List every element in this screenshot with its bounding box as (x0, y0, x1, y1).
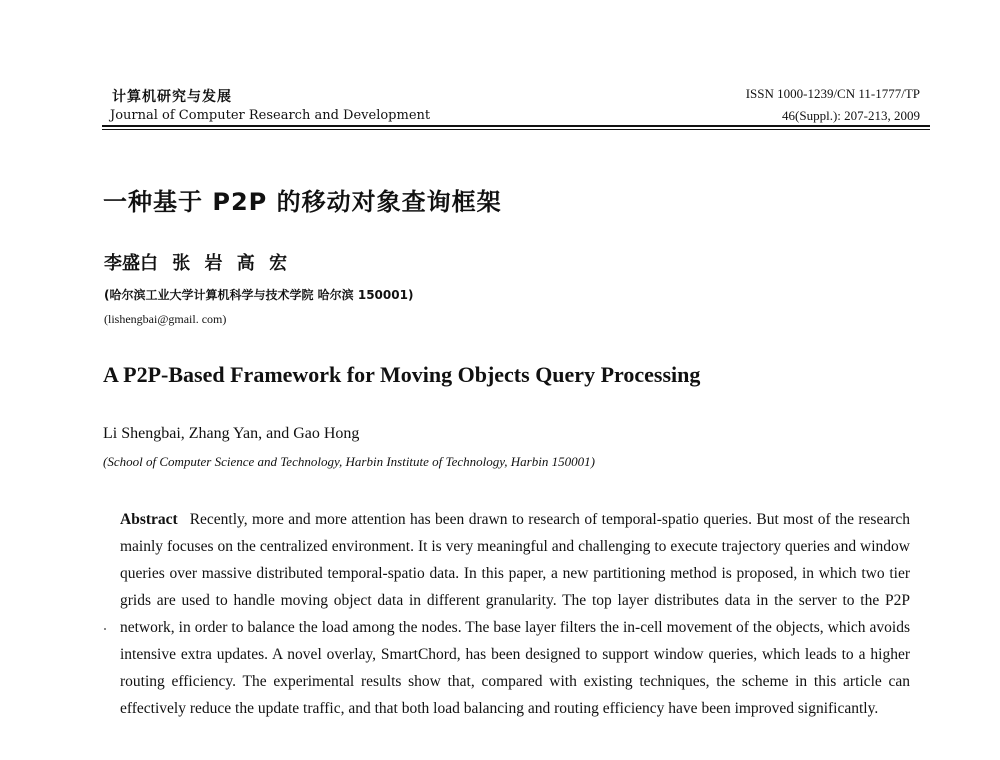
abstract-paragraph (120, 506, 910, 722)
authors-en: Li Shengbai, Zhang Yan, and Gao Hong (103, 425, 360, 442)
title-cn: 一种基于 P2P 的移动对象查询框架 (103, 188, 502, 216)
affiliation-en: (School of Computer Science and Technology, Harbin Institute of Technology, Harbin 150001) (103, 454, 595, 469)
journal-name-cn: 计算机研究与发展 (112, 89, 232, 105)
header-rule-thick (102, 125, 930, 127)
affiliation-cn: (哈尔滨工业大学计算机科学与技术学院 哈尔滨 150001) (104, 288, 414, 302)
abstract-label: Abstract (120, 511, 178, 528)
issn-line: ISSN 1000-1239/CN 11-1777/TP (745, 86, 920, 101)
header-rule-thin (102, 129, 930, 130)
volume-line: 46(Suppl.): 207-213, 2009 (782, 108, 920, 123)
journal-name-en: Journal of Computer Research and Development (110, 108, 431, 123)
abstract-text: Recently, more and more attention has been drawn to research of temporal-spatio queries. But most of the research mainly focuses on the centralized environment. It is very meaningful and challenging to execute trajectory queries and window queries over massive distributed temporal-spatio data. In this paper, a new partitioning method is proposed, in which two tier grids are used to handle moving object data in different granularity. The top layer distributes data in the server to the P2P network, in order to balance the load among the nodes. The base layer filters the in-cell movement of the objects, which avoids intensive extra updates. A novel overlay, SmartChord, has been designed to support window queries, which leads to a higher routing efficiency. The experimental results show that, compared with existing techniques, the scheme in this article can effectively reduce the update traffic, and that both load balancing and routing efficiency have been improved significantly. (120, 511, 910, 717)
scan-speck (104, 628, 106, 630)
title-en: A P2P-Based Framework for Moving Objects Query Processing (103, 362, 701, 387)
authors-cn: 李盛白 张 岩 高 宏 (104, 253, 288, 274)
author-email: (lishengbai@gmail. com) (104, 312, 227, 326)
